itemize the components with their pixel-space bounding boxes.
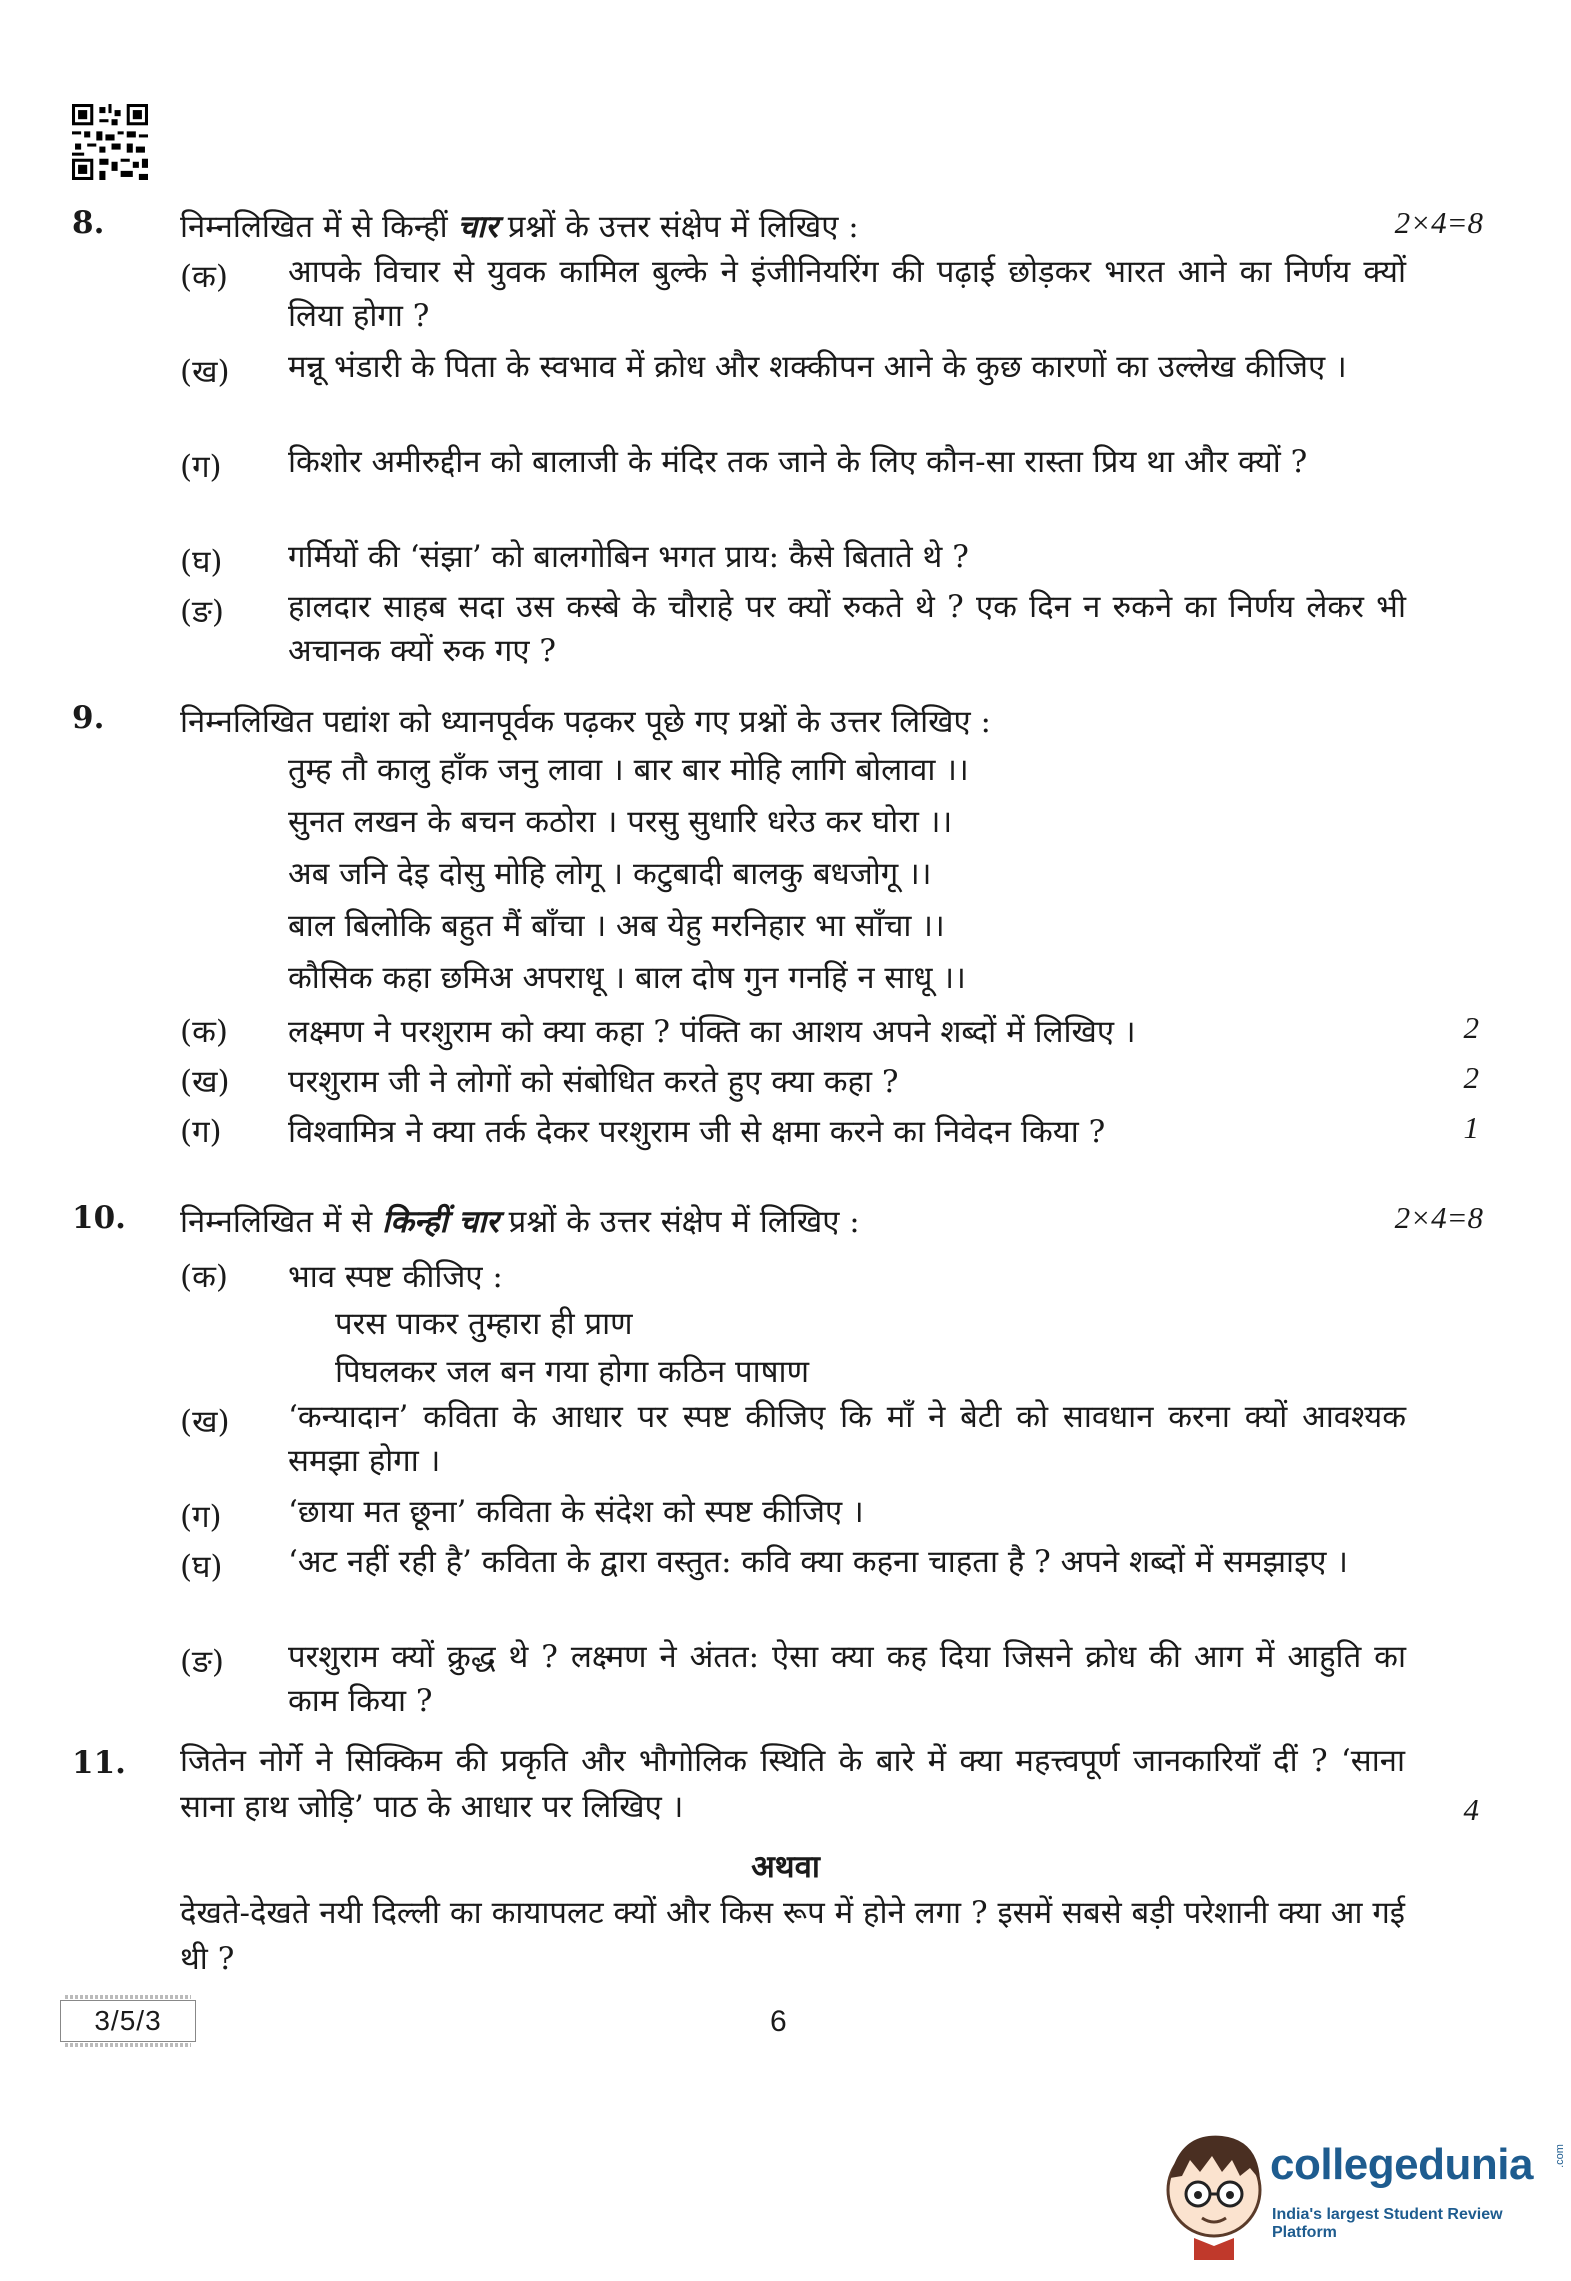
q9-item-label: (ग) (180, 1114, 222, 1150)
q10-item-label: (ङ) (180, 1644, 224, 1680)
q8-item-label: (घ) (180, 544, 223, 580)
q10-title-pre: निम्नलिखित में से (180, 1204, 383, 1240)
q10-marks: 2×4=8 (1394, 1200, 1483, 1235)
q8-item-text: किशोर अमीरुद्दीन को बालाजी के मंदिर तक जाने के लिए कौन-सा रास्ता प्रिय था और क्यों ? (288, 444, 1308, 480)
q9-item-text: विश्वामित्र ने क्या तर्क देकर परशुराम जी से क्षमा करने का निवेदन किया ? (288, 1114, 1106, 1150)
brand-name: collegedunia (1270, 2140, 1533, 2189)
q9-number: 9. (72, 700, 105, 736)
q10-item-label: (घ) (180, 1549, 223, 1585)
q10-title (180, 1200, 1405, 1242)
q10-item-label: (क) (180, 1259, 228, 1295)
q9-item-marks: 2 (1463, 1010, 1479, 1045)
q11-alt-text: देखते-देखते नयी दिल्ली का कायापलट क्यों और किस रूप में होने लगा ? इसमें सबसे बड़ी परेशानी क्या आ गई थी ? (180, 1895, 1405, 1977)
page-number: 6 (770, 2005, 787, 2038)
q8-item-text: गर्मियों की ‘संझा’ को बालगोबिन भगत प्राय: कैसे बिताते थे ? (288, 539, 969, 575)
paper-code: 3/5/3 (60, 2000, 196, 2042)
q10-number: 10. (72, 1200, 126, 1236)
q9-item-marks: 2 (1463, 1060, 1479, 1095)
qr-code (72, 104, 148, 180)
q8-title-emph: चार (457, 209, 498, 245)
brand-tagline: India's largest Student Review Platform (1272, 2206, 1503, 2241)
q8-title-pre: निम्नलिखित में से किन्हीं (180, 209, 458, 245)
q11-number: 11. (72, 1745, 126, 1781)
q10-item-label: (ग) (180, 1499, 222, 1535)
q10-verse-line: पिघलकर जल बन गया होगा कठिन पाषाण (335, 1354, 809, 1390)
q9-item-label: (ख) (180, 1064, 230, 1100)
q8-number: 8. (72, 205, 105, 241)
q9-verse-line: अब जनि देइ दोसु मोहि लोगू । कटुबादी बालकु बधजोगू ।। (288, 856, 932, 892)
q9-item-marks: 1 (1463, 1110, 1479, 1145)
q10-title-emph: किन्हीं चार (382, 1204, 499, 1240)
q8-item-label: (ख) (180, 354, 230, 390)
q8-item-text: आपके विचार से युवक कामिल बुल्के ने इंजीनियरिंग की पढ़ाई छोड़कर भारत आने का निर्णय क्यों लिया होगा ? (288, 254, 1406, 334)
brand-domain-suffix: .com (1553, 2144, 1566, 2168)
or-divider: अथवा (751, 1849, 820, 1885)
mascot-icon (1160, 2120, 1268, 2260)
q10-item-label: (ख) (180, 1404, 230, 1440)
q8-title (180, 205, 1405, 247)
q9-verse-line: सुनत लखन के बचन कठोरा । परसु सुधारि धरेउ कर घोरा ।। (288, 804, 953, 840)
q8-title-post: प्रश्नों के उत्तर संक्षेप में लिखिए : (497, 209, 859, 245)
q9-verse-line: बाल बिलोकि बहुत मैं बाँचा । अब येहु मरनिहार भा साँचा ।। (288, 908, 945, 944)
q10-item-text: ‘छाया मत छूना’ कविता के संदेश को स्पष्ट कीजिए । (288, 1494, 864, 1530)
q9-verse-line: तुम्ह तौ कालु हाँक जनु लावा । बार बार मोहि लागि बोलावा ।। (288, 752, 969, 788)
q8-item-text: मन्नू भंडारी के पिता के स्वभाव में क्रोध और शक्कीपन आने के कुछ कारणों का उल्लेख कीजिए । (288, 349, 1347, 385)
q8-marks: 2×4=8 (1394, 205, 1483, 240)
q8-item-label: (क) (180, 259, 228, 295)
q8-item-label: (ग) (180, 449, 222, 485)
q8-item-label: (ङ) (180, 594, 224, 630)
q9-item-text: लक्ष्मण ने परशुराम को क्या कहा ? पंक्ति का आशय अपने शब्दों में लिखिए । (288, 1014, 1136, 1050)
q10-item-text: ‘अट नहीं रही है’ कविता के द्वारा वस्तुत: कवि क्या कहना चाहता है ? अपने शब्दों में समझाइए । (288, 1544, 1349, 1580)
q9-item-text: परशुराम जी ने लोगों को संबोधित करते हुए क्या कहा ? (288, 1064, 899, 1100)
q9-title: निम्नलिखित पद्यांश को ध्यानपूर्वक पढ़कर पूछे गए प्रश्नों के उत्तर लिखिए : (180, 704, 991, 740)
q10-verse-line: परस पाकर तुम्हारा ही प्राण (335, 1306, 633, 1342)
brand-logo (1160, 2120, 1566, 2260)
q10-item-text: भाव स्पष्ट कीजिए : (288, 1259, 503, 1295)
q8-item-text: हालदार साहब सदा उस कस्बे के चौराहे पर क्यों रुकते थे ? एक दिन न रुकने का निर्णय लेकर भी अचानक क्यों रुक गए ? (288, 589, 1406, 669)
q9-item-label: (क) (180, 1014, 228, 1050)
q11-marks: 4 (1463, 1792, 1479, 1827)
q10-title-post: प्रश्नों के उत्तर संक्षेप में लिखिए : (498, 1204, 860, 1240)
q11-text: जितेन नोर्गे ने सिक्किम की प्रकृति और भौगोलिक स्थिति के बारे में क्या महत्त्वपूर्ण जानकारियाँ दीं ? ‘साना साना हाथ जोड़ि’ पाठ के आधार पर लिखिए । (180, 1743, 1405, 1825)
q9-verse-line: कौसिक कहा छमिअ अपराधू । बाल दोष गुन गनहिं न साधू ।। (288, 960, 966, 996)
q10-item-text: ‘कन्यादान’ कविता के आधार पर स्पष्ट कीजिए कि माँ ने बेटी को सावधान करना क्यों आवश्यक समझा होगा । (288, 1399, 1406, 1479)
q10-item-text: परशुराम क्यों क्रुद्ध थे ? लक्ष्मण ने अंतत: ऐसा क्या कह दिया जिसने क्रोध की आग में आहुति का काम किया ? (288, 1639, 1406, 1719)
